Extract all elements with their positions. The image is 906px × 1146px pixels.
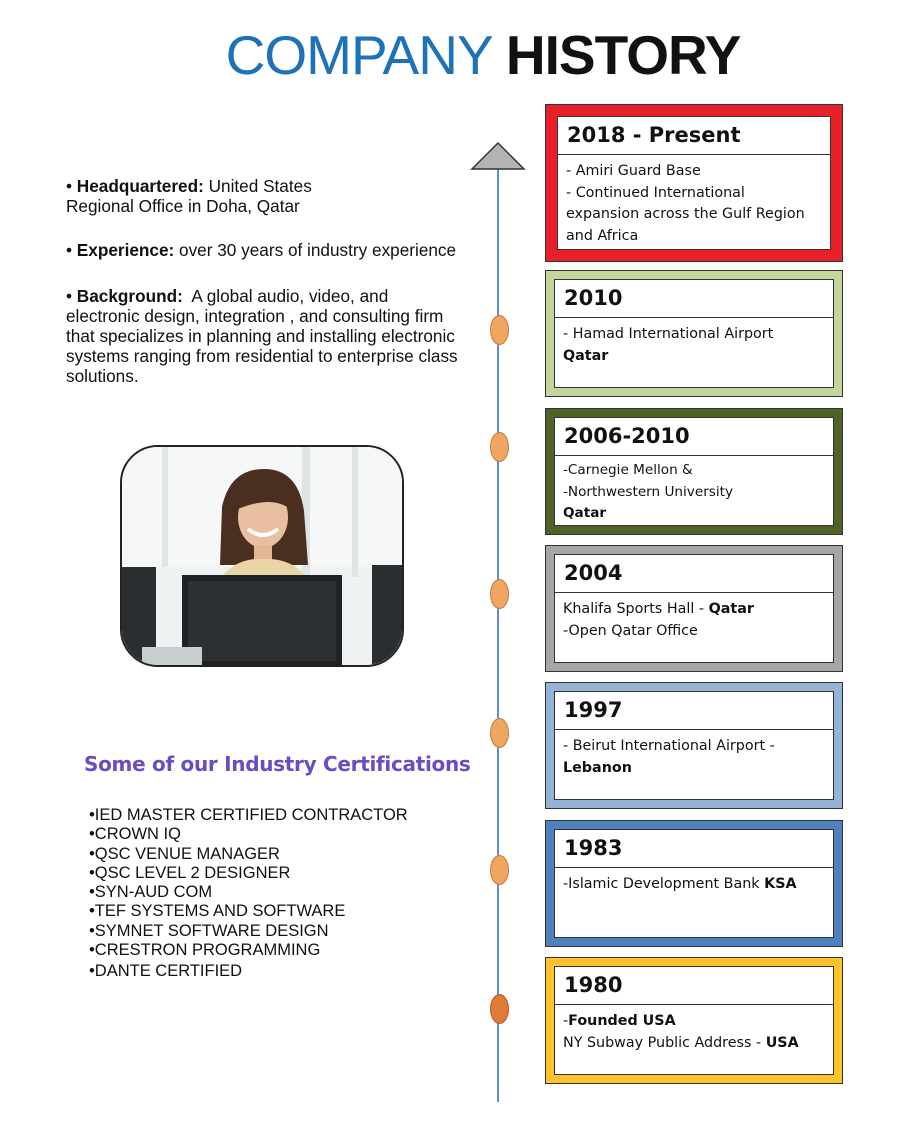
certification-item: •QSC LEVEL 2 DESIGNER: [89, 863, 291, 882]
timeline-detail-line: NY Subway Public Address - USA: [563, 1034, 799, 1051]
timeline-detail-line: -Northwestern University: [563, 483, 734, 500]
title-history: HISTORY: [505, 24, 741, 86]
certification-item: •QSC VENUE MANAGER: [89, 844, 280, 863]
timeline-card-content: [554, 966, 834, 1075]
timeline-details: [558, 155, 830, 247]
timeline-arrow-icon: [470, 141, 526, 171]
timeline-year: 1997: [555, 692, 833, 730]
hq-value: United States: [208, 176, 312, 196]
page-title: [0, 24, 906, 86]
background-line: systems ranging from residential to enterprise class: [66, 346, 458, 366]
timeline-card-content: [557, 116, 831, 250]
timeline-card: [545, 408, 843, 535]
timeline-card-content: [554, 829, 834, 938]
timeline-year: 1983: [555, 830, 833, 868]
timeline-detail-line: - Hamad International Airport: [563, 326, 774, 342]
timeline-location: Lebanon: [563, 759, 632, 776]
office-worker-photo: [120, 445, 404, 667]
timeline-detail-line: expansion across the Gulf Region: [566, 206, 805, 222]
timeline-year: 1980: [555, 967, 833, 1005]
timeline-year: 2018 - Present: [558, 117, 830, 155]
certification-item: •IED MASTER CERTIFIED CONTRACTOR: [89, 806, 408, 824]
timeline-year: 2004: [555, 555, 833, 593]
background-line: A global audio, video, and: [191, 286, 389, 306]
timeline-details: [555, 318, 833, 367]
timeline-detail-line: - Beirut International Airport -: [563, 738, 775, 754]
experience-value: over 30 years of industry experience: [179, 240, 457, 260]
certifications-list: [89, 806, 408, 982]
timeline-details: [555, 456, 833, 525]
certifications-heading: Some of our Industry Certifications: [84, 752, 471, 776]
timeline-detail-line: Khalifa Sports Hall - Qatar: [563, 601, 754, 617]
certification-item: •DANTE CERTIFIED: [89, 962, 243, 981]
timeline-details: [555, 730, 833, 779]
timeline-detail-line: [563, 503, 825, 525]
regional-office: Regional Office in Doha, Qatar: [66, 196, 300, 216]
background-line: that specializes in planning and installing electronic: [66, 326, 455, 346]
timeline-card-content: [554, 691, 834, 800]
timeline-card: [545, 820, 843, 947]
timeline-card: [545, 682, 843, 809]
timeline-details: [555, 593, 833, 642]
timeline-dot: [490, 718, 509, 748]
timeline-location: Qatar: [708, 601, 754, 617]
timeline-card: [545, 104, 843, 262]
timeline-dot: [490, 432, 509, 462]
timeline-detail-line: and Africa: [566, 227, 639, 244]
certification-item: •SYN-AUD COM: [89, 883, 213, 902]
experience-info: • Experience: over 30 years of industry experience: [66, 240, 457, 260]
timeline-year: 2006-2010: [555, 418, 833, 456]
background-line: solutions.: [66, 366, 139, 386]
timeline-line: [497, 162, 499, 1102]
timeline-card-content: [554, 417, 834, 526]
title-company: COMPANY: [225, 24, 492, 86]
timeline-details: [555, 868, 833, 896]
timeline-card: [545, 270, 843, 397]
background-label: Background:: [76, 286, 183, 306]
headquarters-info: • Headquartered: United States Regional Office in Doha, Qatar: [66, 176, 312, 216]
timeline-detail-line: -Islamic Development Bank KSA: [563, 876, 797, 892]
timeline-detail-line: [563, 758, 825, 780]
background-line: electronic design, integration , and consulting firm: [66, 306, 444, 326]
timeline-detail-line: [563, 346, 825, 368]
certification-item: •SYMNET SOFTWARE DESIGN: [89, 921, 329, 940]
certification-item: •TEF SYSTEMS AND SOFTWARE: [89, 902, 346, 921]
timeline-location: Qatar: [563, 505, 607, 521]
timeline-location: Qatar: [563, 347, 609, 364]
timeline-dot: [490, 315, 509, 345]
background-info: • Background: A global audio, video, and electronic design, integration , and consulting firm that specializes in planning and installing electronic systems ranging from residential to enterprise class solutions.: [66, 286, 458, 386]
timeline-detail-line: - Continued International: [566, 184, 745, 201]
certification-item: •CROWN IQ: [89, 825, 181, 844]
timeline-card: [545, 957, 843, 1084]
timeline-location: Founded USA: [568, 1013, 676, 1029]
timeline-detail-line: - Amiri Guard Base: [566, 163, 701, 179]
timeline-dot: [490, 855, 509, 885]
timeline-detail-line: -Carnegie Mellon &: [563, 462, 693, 478]
timeline-details: [555, 1005, 833, 1054]
timeline-card-content: [554, 279, 834, 388]
timeline-dot: [490, 579, 509, 609]
certification-item: •CRESTRON PROGRAMMING: [89, 941, 321, 960]
timeline-location: KSA: [764, 876, 797, 892]
hq-label: Headquartered:: [76, 176, 204, 196]
timeline-dot: [490, 994, 509, 1024]
timeline-year: 2010: [555, 280, 833, 318]
experience-label: Experience:: [76, 240, 175, 260]
timeline-detail-line: -Founded USA: [563, 1013, 676, 1029]
timeline-detail-line: -Open Qatar Office: [563, 622, 698, 639]
timeline-location: USA: [765, 1034, 799, 1051]
timeline-card: [545, 545, 843, 672]
timeline-card-content: [554, 554, 834, 663]
